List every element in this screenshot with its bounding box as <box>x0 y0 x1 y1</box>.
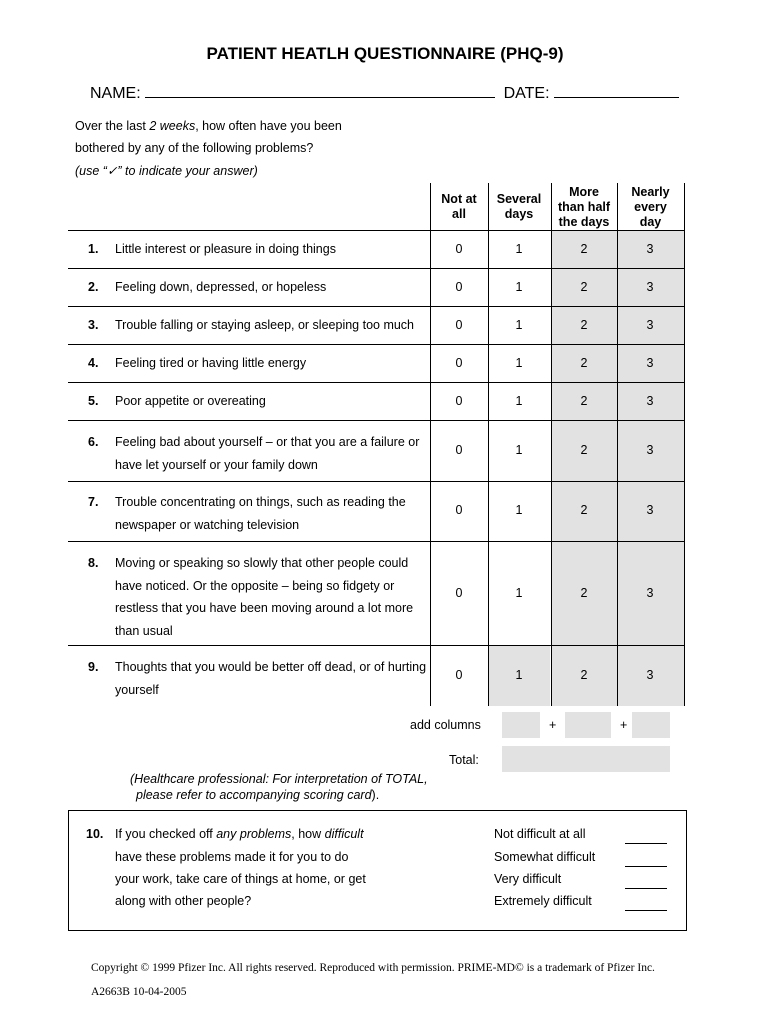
answer-several-days[interactable]: 1 <box>515 242 523 256</box>
question-text: Poor appetite or overeating <box>115 394 266 408</box>
answer-more-than-half[interactable]: 2 <box>580 443 588 457</box>
question-text: Moving or speaking so slowly that other people could have noticed. Or the opposite – being so fidgety or restless that you have been moving around a lot more than usual <box>115 556 414 638</box>
shade-col-more-than-half <box>551 231 617 706</box>
answer-several-days[interactable]: 1 <box>515 356 523 370</box>
q10-line-1: If you checked off any problems, how difficult <box>115 827 364 841</box>
q10-line-3: your work, take care of things at home, or get <box>115 872 366 886</box>
total-field[interactable] <box>502 746 670 772</box>
add-columns-label: add columns <box>410 718 481 732</box>
question-text: Little interest or pleasure in doing things <box>115 242 336 256</box>
column-sum-nearly-every-day[interactable] <box>632 712 670 738</box>
answer-nearly-every-day[interactable]: 3 <box>646 318 654 332</box>
answer-more-than-half[interactable]: 2 <box>580 394 588 408</box>
question-number: 1. <box>88 242 99 256</box>
col-header-several-days: Several days <box>496 192 542 221</box>
hp-note-line-1: (Healthcare professional: For interpretation of TOTAL, <box>130 772 428 786</box>
answer-not-at-all[interactable]: 0 <box>455 242 463 256</box>
column-sum-several-days[interactable] <box>502 712 540 738</box>
answer-nearly-every-day[interactable]: 3 <box>646 443 654 457</box>
grid-hline <box>68 481 684 482</box>
answer-nearly-every-day[interactable]: 3 <box>646 503 654 517</box>
total-label: Total: <box>449 753 479 767</box>
plus-sign: + <box>620 718 628 732</box>
col-header-not-at-all: Not at all <box>441 192 477 221</box>
intro-line-2: bothered by any of the following problems? <box>75 141 314 155</box>
answer-not-at-all[interactable]: 0 <box>455 318 463 332</box>
answer-not-at-all[interactable]: 0 <box>455 668 463 682</box>
question-number: 3. <box>88 318 99 332</box>
copyright-notice: Copyright © 1999 Pfizer Inc. All rights reserved. Reproduced with permission. PRIME-MD© is a trademark of Pfizer Inc. <box>91 962 655 974</box>
question-number: 9. <box>88 660 99 674</box>
intro-line-1: Over the last 2 weeks, how often have you been <box>75 119 342 133</box>
answer-several-days[interactable]: 1 <box>515 586 523 600</box>
name-field[interactable] <box>145 83 495 98</box>
answer-several-days[interactable]: 1 <box>515 394 523 408</box>
answer-nearly-every-day[interactable]: 3 <box>646 668 654 682</box>
q10-option-not-difficult: Not difficult at all <box>494 827 586 841</box>
col-header-more-than-half: More than half the days <box>557 184 611 229</box>
answer-more-than-half[interactable]: 2 <box>580 586 588 600</box>
answer-not-at-all[interactable]: 0 <box>455 356 463 370</box>
hp-note-line-2: please refer to accompanying scoring card). <box>136 788 380 802</box>
answer-several-days[interactable]: 1 <box>515 318 523 332</box>
name-label: NAME: <box>90 85 141 102</box>
grid-hline <box>68 541 684 542</box>
answer-nearly-every-day[interactable]: 3 <box>646 394 654 408</box>
form-title: PATIENT HEATLH QUESTIONNAIRE (PHQ-9) <box>206 44 564 63</box>
answer-not-at-all[interactable]: 0 <box>455 443 463 457</box>
answer-not-at-all[interactable]: 0 <box>455 586 463 600</box>
grid-vline <box>684 183 685 706</box>
answer-more-than-half[interactable]: 2 <box>580 668 588 682</box>
question-text: Thoughts that you would be better off dead, or of hurting yourself <box>115 660 427 697</box>
answer-several-days[interactable]: 1 <box>515 443 523 457</box>
q10-line-2: have these problems made it for you to do <box>115 850 349 864</box>
question-number: 6. <box>88 435 99 449</box>
shade-col-nearly-every-day <box>617 231 684 706</box>
grid-vline <box>488 183 489 706</box>
grid-hline <box>68 268 684 269</box>
q10-option-extremely-difficult: Extremely difficult <box>494 894 592 908</box>
question-text: Trouble concentrating on things, such as reading the newspaper or watching television <box>115 495 406 532</box>
answer-more-than-half[interactable]: 2 <box>580 503 588 517</box>
answer-more-than-half[interactable]: 2 <box>580 280 588 294</box>
question-number: 5. <box>88 394 99 408</box>
form-code: A2663B 10-04-2005 <box>91 986 187 998</box>
answer-not-at-all[interactable]: 0 <box>455 280 463 294</box>
q10-line-4: along with other people? <box>115 894 252 908</box>
col-header-nearly-every-day: Nearly every day <box>631 184 670 229</box>
answer-nearly-every-day[interactable]: 3 <box>646 356 654 370</box>
column-sum-more-than-half[interactable] <box>565 712 611 738</box>
intro-line-3: (use “✓” to indicate your answer) <box>75 164 258 178</box>
question-text: Feeling down, depressed, or hopeless <box>115 280 327 294</box>
q10-answer-blank[interactable] <box>625 831 667 849</box>
q10-answer-blank[interactable] <box>625 898 667 916</box>
answer-several-days[interactable]: 1 <box>515 668 523 682</box>
grid-hline <box>68 382 684 383</box>
q10-answer-blank[interactable] <box>625 876 667 894</box>
question-text: Trouble falling or staying asleep, or sleeping too much <box>115 318 415 332</box>
answer-more-than-half[interactable]: 2 <box>580 318 588 332</box>
grid-vline <box>617 183 618 706</box>
answer-nearly-every-day[interactable]: 3 <box>646 586 654 600</box>
answer-not-at-all[interactable]: 0 <box>455 503 463 517</box>
grid-hline <box>68 230 684 231</box>
answer-more-than-half[interactable]: 2 <box>580 242 588 256</box>
question-number: 4. <box>88 356 99 370</box>
answer-several-days[interactable]: 1 <box>515 280 523 294</box>
answer-not-at-all[interactable]: 0 <box>455 394 463 408</box>
answer-nearly-every-day[interactable]: 3 <box>646 242 654 256</box>
date-label: DATE: <box>503 85 550 102</box>
answer-several-days[interactable]: 1 <box>515 503 523 517</box>
q10-option-somewhat-difficult: Somewhat difficult <box>494 850 596 864</box>
grid-vline <box>551 183 552 706</box>
q10-answer-blank[interactable] <box>625 854 667 872</box>
question-number: 8. <box>88 556 99 570</box>
name-date-line <box>90 83 679 103</box>
question-number: 7. <box>88 495 99 509</box>
question-number: 10. <box>86 827 104 841</box>
date-field[interactable] <box>554 83 679 98</box>
question-text: Feeling tired or having little energy <box>115 356 307 370</box>
question-text: Feeling bad about yourself – or that you are a failure or have let yourself or your family down <box>115 435 420 472</box>
answer-nearly-every-day[interactable]: 3 <box>646 280 654 294</box>
question-number: 2. <box>88 280 99 294</box>
grid-hline <box>68 344 684 345</box>
grid-hline <box>68 420 684 421</box>
grid-vline <box>430 183 431 706</box>
grid-hline <box>68 306 684 307</box>
q10-option-very-difficult: Very difficult <box>494 872 562 886</box>
grid-hline <box>68 645 684 646</box>
plus-sign: + <box>549 718 557 732</box>
answer-more-than-half[interactable]: 2 <box>580 356 588 370</box>
